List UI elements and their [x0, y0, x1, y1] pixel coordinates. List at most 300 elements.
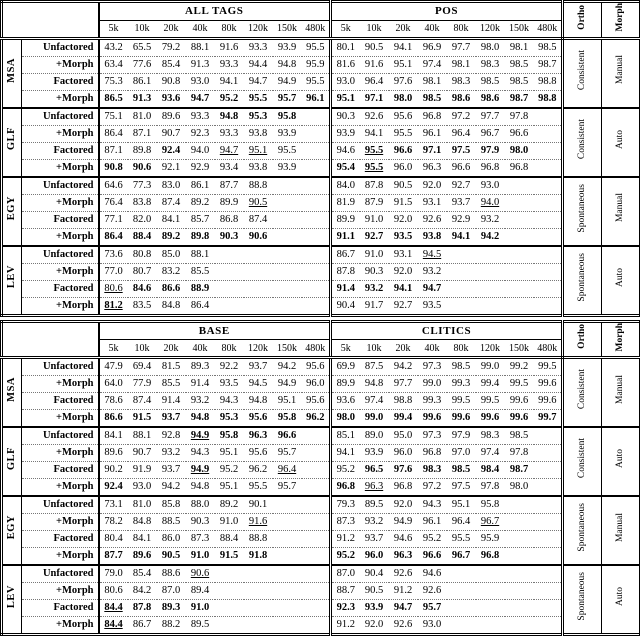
data-cell: 93.2: [418, 263, 447, 280]
data-cell: 91.8: [244, 548, 273, 566]
data-cell: 92.6: [418, 211, 447, 228]
row-label: +Morph: [22, 263, 99, 280]
data-cell: 95.1: [244, 142, 273, 159]
data-cell: 91.7: [360, 297, 389, 315]
row-label: Factored: [22, 211, 99, 228]
data-cell: 86.8: [215, 211, 244, 228]
data-cell: 81.9: [331, 194, 360, 211]
data-cell: 95.7: [273, 90, 302, 108]
data-cell: 90.5: [244, 194, 273, 211]
data-cell: 91.0: [186, 600, 215, 617]
data-cell: 97.4: [418, 56, 447, 73]
data-cell: 79.0: [99, 565, 128, 583]
size-header: 5k: [99, 20, 128, 38]
data-cell: 86.4: [99, 125, 128, 142]
data-cell: [476, 600, 505, 617]
data-cell: 98.7: [534, 56, 563, 73]
data-cell: 95.7: [418, 600, 447, 617]
data-cell: 94.8: [186, 479, 215, 497]
data-cell: [273, 496, 302, 514]
data-cell: 97.8: [476, 479, 505, 497]
data-cell: 99.6: [534, 393, 563, 410]
data-cell: 96.4: [273, 462, 302, 479]
size-header: 480k: [534, 340, 563, 358]
size-header: 80k: [447, 340, 476, 358]
data-cell: 94.8: [360, 376, 389, 393]
size-header: 150k: [505, 340, 534, 358]
morph-value-cell: [602, 108, 640, 177]
data-cell: 99.6: [505, 393, 534, 410]
data-cell: 63.4: [99, 56, 128, 73]
data-cell: 87.4: [157, 194, 186, 211]
data-cell: [273, 263, 302, 280]
data-cell: 96.8: [418, 108, 447, 126]
data-cell: 87.0: [331, 565, 360, 583]
morph-column-header: Morph: [614, 322, 625, 351]
data-cell: [534, 159, 563, 177]
data-cell: 96.8: [476, 548, 505, 566]
data-cell: 91.4: [331, 280, 360, 297]
data-cell: 88.1: [186, 246, 215, 264]
data-cell: [302, 280, 331, 297]
lang-label-cell: [2, 358, 22, 428]
row-label: Unfactored: [22, 565, 99, 583]
data-cell: 91.6: [215, 38, 244, 56]
data-cell: 87.9: [360, 194, 389, 211]
row-label: Unfactored: [22, 177, 99, 195]
data-cell: 93.5: [389, 228, 418, 246]
data-cell: 98.0: [505, 479, 534, 497]
data-cell: 83.2: [157, 263, 186, 280]
data-cell: 98.3: [447, 73, 476, 90]
size-header: 120k: [476, 20, 505, 38]
data-cell: 69.9: [331, 358, 360, 376]
data-cell: [273, 531, 302, 548]
data-cell: [505, 617, 534, 635]
data-cell: 90.2: [99, 462, 128, 479]
data-cell: 90.6: [244, 228, 273, 246]
row-label: +Morph: [22, 445, 99, 462]
size-header: 480k: [302, 340, 331, 358]
data-cell: 92.6: [389, 617, 418, 635]
data-cell: [302, 108, 331, 126]
data-cell: [302, 617, 331, 635]
data-cell: [505, 548, 534, 566]
data-cell: 93.9: [331, 125, 360, 142]
data-cell: 94.7: [215, 142, 244, 159]
row-label: +Morph: [22, 159, 99, 177]
data-cell: [534, 427, 563, 445]
data-cell: [534, 194, 563, 211]
data-cell: 80.8: [128, 246, 157, 264]
data-cell: 91.2: [389, 583, 418, 600]
data-cell: 84.1: [157, 211, 186, 228]
data-cell: 94.9: [273, 376, 302, 393]
data-cell: 93.3: [244, 38, 273, 56]
row-label: Unfactored: [22, 358, 99, 376]
data-cell: 86.7: [128, 617, 157, 635]
data-cell: [534, 297, 563, 315]
data-cell: [534, 462, 563, 479]
data-cell: 88.0: [186, 496, 215, 514]
ortho-value: Spontaneous: [576, 503, 587, 552]
data-cell: [505, 194, 534, 211]
size-header: 20k: [389, 20, 418, 38]
data-cell: 99.5: [447, 393, 476, 410]
data-cell: 84.1: [128, 531, 157, 548]
data-cell: 99.4: [389, 410, 418, 428]
data-cell: 98.1: [447, 56, 476, 73]
data-cell: 90.4: [360, 565, 389, 583]
data-cell: 89.0: [360, 427, 389, 445]
size-header: 20k: [157, 20, 186, 38]
data-cell: 94.8: [273, 56, 302, 73]
size-header: 120k: [244, 20, 273, 38]
data-cell: [244, 583, 273, 600]
data-cell: [215, 565, 244, 583]
data-cell: [302, 194, 331, 211]
data-cell: 91.4: [186, 376, 215, 393]
data-cell: [476, 297, 505, 315]
data-cell: [476, 583, 505, 600]
data-cell: 95.5: [302, 73, 331, 90]
data-cell: 88.5: [157, 514, 186, 531]
data-cell: [447, 297, 476, 315]
data-cell: 77.6: [128, 56, 157, 73]
data-cell: 94.5: [418, 246, 447, 264]
data-cell: 92.6: [418, 583, 447, 600]
row-label: +Morph: [22, 228, 99, 246]
lang-label-cell: [2, 496, 22, 565]
data-cell: 84.1: [99, 427, 128, 445]
data-cell: [302, 263, 331, 280]
data-cell: 99.2: [505, 358, 534, 376]
data-cell: 92.9: [447, 211, 476, 228]
data-cell: 98.5: [505, 427, 534, 445]
row-label: Unfactored: [22, 496, 99, 514]
data-cell: [273, 617, 302, 635]
data-cell: 76.4: [99, 194, 128, 211]
data-cell: 95.3: [215, 410, 244, 428]
data-cell: 96.8: [389, 479, 418, 497]
lang-label-cell: [2, 565, 22, 635]
ortho-value: Spontaneous: [576, 572, 587, 621]
data-cell: 77.3: [128, 177, 157, 195]
data-cell: 88.8: [244, 531, 273, 548]
data-cell: 88.7: [331, 583, 360, 600]
data-cell: 95.2: [418, 531, 447, 548]
data-cell: [244, 246, 273, 264]
data-cell: [534, 548, 563, 566]
data-cell: 93.2: [360, 280, 389, 297]
data-cell: 93.0: [418, 617, 447, 635]
data-cell: [215, 583, 244, 600]
lang-label: MSA: [5, 57, 17, 83]
data-cell: [505, 531, 534, 548]
data-cell: 89.5: [186, 617, 215, 635]
data-cell: 87.8: [360, 177, 389, 195]
lang-label: EGY: [5, 515, 17, 540]
data-cell: [534, 108, 563, 126]
data-cell: 96.8: [331, 479, 360, 497]
data-cell: 91.2: [331, 531, 360, 548]
data-cell: 93.9: [273, 159, 302, 177]
data-cell: [215, 297, 244, 315]
data-cell: 97.4: [360, 393, 389, 410]
data-cell: 98.0: [331, 410, 360, 428]
data-cell: 96.1: [418, 514, 447, 531]
data-cell: 73.1: [99, 496, 128, 514]
data-cell: 87.7: [99, 548, 128, 566]
data-cell: 86.4: [186, 297, 215, 315]
data-cell: 47.9: [99, 358, 128, 376]
data-cell: 89.5: [360, 496, 389, 514]
size-header: 80k: [215, 20, 244, 38]
data-cell: 87.8: [331, 263, 360, 280]
data-cell: 87.3: [186, 531, 215, 548]
data-cell: 99.6: [447, 410, 476, 428]
size-header: 40k: [186, 340, 215, 358]
data-cell: 83.5: [128, 297, 157, 315]
data-cell: [273, 600, 302, 617]
data-cell: 86.4: [99, 228, 128, 246]
data-cell: 93.7: [447, 194, 476, 211]
data-cell: [215, 280, 244, 297]
data-cell: 98.1: [505, 38, 534, 56]
data-cell: 91.5: [215, 548, 244, 566]
row-label: Factored: [22, 73, 99, 90]
data-cell: 97.5: [447, 142, 476, 159]
data-cell: 84.8: [157, 297, 186, 315]
data-cell: 84.4: [99, 600, 128, 617]
morph-value-cell: [602, 565, 640, 635]
data-cell: 97.6: [389, 73, 418, 90]
data-cell: 97.5: [447, 479, 476, 497]
morph-column-header: Morph: [614, 3, 625, 32]
data-cell: 93.0: [331, 73, 360, 90]
size-header: 10k: [128, 20, 157, 38]
data-cell: 90.4: [331, 297, 360, 315]
ortho-column-header-cell: [563, 2, 602, 39]
data-cell: 75.1: [99, 108, 128, 126]
data-cell: 93.7: [157, 462, 186, 479]
data-cell: 93.0: [186, 73, 215, 90]
data-cell: 91.5: [128, 410, 157, 428]
data-cell: [505, 600, 534, 617]
data-cell: 91.9: [128, 462, 157, 479]
data-cell: [534, 583, 563, 600]
data-cell: [273, 194, 302, 211]
data-cell: 96.3: [389, 548, 418, 566]
data-cell: 90.7: [128, 445, 157, 462]
section-header: BASE: [99, 321, 331, 340]
data-cell: [273, 246, 302, 264]
data-cell: 96.6: [418, 548, 447, 566]
lang-label-cell: [2, 427, 22, 496]
data-cell: 89.8: [186, 228, 215, 246]
data-cell: 88.9: [186, 280, 215, 297]
data-cell: 96.0: [302, 376, 331, 393]
data-cell: [476, 565, 505, 583]
size-header: 5k: [99, 340, 128, 358]
data-cell: 80.7: [128, 263, 157, 280]
data-cell: 99.6: [476, 410, 505, 428]
data-cell: 80.6: [99, 583, 128, 600]
data-cell: 96.0: [360, 548, 389, 566]
morph-column-header-cell: [602, 2, 640, 39]
data-cell: 93.1: [418, 194, 447, 211]
data-cell: [534, 228, 563, 246]
lang-label: MSA: [5, 377, 17, 402]
data-cell: [302, 600, 331, 617]
data-cell: [505, 228, 534, 246]
data-cell: 97.6: [389, 462, 418, 479]
size-header: 120k: [476, 340, 505, 358]
data-cell: 98.5: [418, 90, 447, 108]
data-cell: 95.5: [389, 125, 418, 142]
data-cell: 95.6: [302, 393, 331, 410]
data-cell: 98.8: [534, 73, 563, 90]
data-cell: 91.2: [331, 617, 360, 635]
data-cell: [273, 514, 302, 531]
size-header: 150k: [505, 20, 534, 38]
data-cell: 85.8: [157, 496, 186, 514]
data-cell: 89.6: [157, 108, 186, 126]
data-cell: 90.3: [360, 263, 389, 280]
data-cell: 93.8: [418, 228, 447, 246]
size-header: 20k: [389, 340, 418, 358]
lang-label: LEV: [5, 584, 17, 609]
data-cell: 98.6: [447, 90, 476, 108]
data-cell: 95.7: [273, 445, 302, 462]
section-header: ALL TAGS: [99, 2, 331, 21]
morph-value-cell: [602, 246, 640, 316]
data-cell: 77.9: [128, 376, 157, 393]
data-cell: 93.5: [418, 297, 447, 315]
data-cell: 84.8: [128, 514, 157, 531]
morph-value: Manual: [614, 374, 625, 405]
lang-label-cell: [2, 246, 22, 316]
data-cell: 94.1: [389, 280, 418, 297]
data-cell: 97.1: [360, 90, 389, 108]
data-cell: [447, 565, 476, 583]
data-cell: 96.8: [418, 445, 447, 462]
data-cell: 65.5: [128, 38, 157, 56]
data-cell: 95.2: [215, 462, 244, 479]
row-label: Factored: [22, 280, 99, 297]
data-cell: 99.0: [360, 410, 389, 428]
data-cell: [505, 514, 534, 531]
row-label: Factored: [22, 531, 99, 548]
data-cell: 94.7: [244, 73, 273, 90]
data-cell: [534, 565, 563, 583]
lang-label: LEV: [5, 265, 17, 289]
data-cell: [534, 445, 563, 462]
data-cell: 98.3: [476, 427, 505, 445]
data-cell: 94.7: [418, 280, 447, 297]
data-cell: 92.7: [389, 297, 418, 315]
data-cell: 94.5: [244, 376, 273, 393]
data-cell: 80.6: [99, 280, 128, 297]
ortho-column-header-cell: [563, 321, 602, 358]
data-cell: 98.5: [447, 358, 476, 376]
data-cell: 93.7: [244, 358, 273, 376]
data-cell: 99.6: [418, 410, 447, 428]
data-cell: 95.8: [215, 427, 244, 445]
data-cell: 95.1: [389, 56, 418, 73]
data-cell: 96.6: [389, 142, 418, 159]
data-cell: 84.0: [331, 177, 360, 195]
data-cell: [244, 263, 273, 280]
data-cell: 91.0: [360, 211, 389, 228]
data-cell: 92.0: [389, 263, 418, 280]
data-cell: [476, 263, 505, 280]
data-cell: [447, 263, 476, 280]
data-cell: 94.9: [273, 73, 302, 90]
data-cell: 81.6: [331, 56, 360, 73]
data-cell: [215, 600, 244, 617]
data-cell: 80.1: [331, 38, 360, 56]
ortho-value-cell: [563, 38, 602, 108]
data-cell: 96.1: [302, 90, 331, 108]
data-cell: 93.6: [331, 393, 360, 410]
row-label: Factored: [22, 600, 99, 617]
data-cell: 95.8: [273, 108, 302, 126]
row-label: Unfactored: [22, 38, 99, 56]
morph-value-cell: [602, 427, 640, 496]
data-cell: 95.1: [331, 90, 360, 108]
data-cell: 98.8: [389, 393, 418, 410]
data-cell: 94.9: [186, 427, 215, 445]
data-cell: 95.1: [215, 479, 244, 497]
data-cell: 95.5: [360, 159, 389, 177]
data-cell: [302, 445, 331, 462]
size-header: 150k: [273, 20, 302, 38]
row-label: Factored: [22, 142, 99, 159]
row-label: +Morph: [22, 583, 99, 600]
ortho-value-cell: [563, 246, 602, 316]
data-cell: 94.2: [273, 358, 302, 376]
row-label: Unfactored: [22, 108, 99, 126]
data-cell: 95.5: [360, 142, 389, 159]
ortho-value: Consistent: [576, 49, 587, 91]
data-cell: 95.4: [331, 159, 360, 177]
data-cell: 93.2: [476, 211, 505, 228]
data-cell: [534, 514, 563, 531]
data-cell: 96.7: [476, 125, 505, 142]
data-cell: [505, 263, 534, 280]
ortho-value: Consistent: [576, 369, 587, 410]
morph-value: Auto: [614, 449, 625, 468]
data-cell: 90.6: [186, 565, 215, 583]
lang-label-cell: [2, 177, 22, 246]
data-cell: 94.6: [389, 531, 418, 548]
data-cell: 94.6: [418, 565, 447, 583]
data-cell: 91.0: [215, 514, 244, 531]
data-cell: 85.4: [157, 56, 186, 73]
data-cell: [476, 280, 505, 297]
ortho-value: Spontaneous: [576, 252, 587, 302]
morph-value: Manual: [614, 55, 625, 85]
data-cell: 94.9: [389, 514, 418, 531]
data-cell: 79.3: [331, 496, 360, 514]
data-cell: 97.4: [476, 445, 505, 462]
data-cell: 86.6: [157, 280, 186, 297]
data-cell: 96.0: [389, 445, 418, 462]
data-cell: 96.3: [360, 479, 389, 497]
data-cell: 73.6: [99, 246, 128, 264]
ortho-value-cell: [563, 496, 602, 565]
